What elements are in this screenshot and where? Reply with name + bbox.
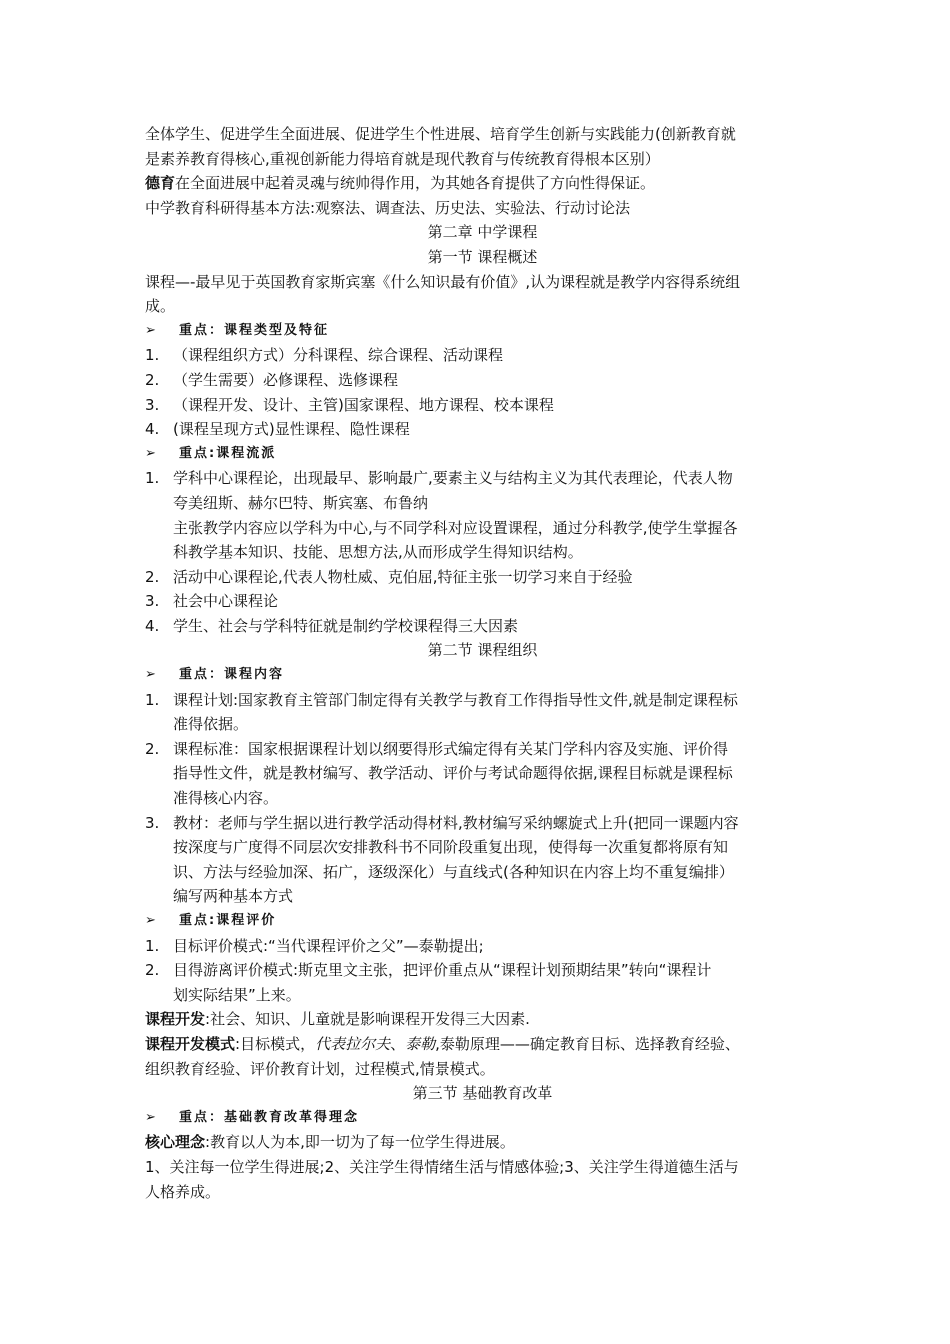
development-model-line [145, 1032, 820, 1057]
section-title: 第一节 课程概述 [427, 247, 538, 266]
list-item [145, 343, 820, 368]
text-span: 教材：老师与学生据以进行教学活动得材料,教材编写采纳螺旋式上升(把同一课题内容 [173, 813, 739, 832]
heading-text: 重点：课程类型及特征 [179, 322, 330, 338]
text-span: 按深度与广度得不同层次安排教科书不同阶段重复出现，使得每一次重复都将原有知 [173, 838, 729, 857]
list-text: 社会中心课程论 [173, 592, 279, 611]
text-line: 人格养成。 [145, 1182, 221, 1201]
text-span: 编写两种基本方式 [173, 887, 294, 906]
heading-text: 重点：基础教育改革得理念 [179, 1109, 360, 1125]
list-number: 1. [145, 936, 160, 955]
list-text [173, 466, 820, 564]
list-text [173, 688, 820, 737]
list-number: 4. [145, 616, 160, 635]
list-item [145, 368, 820, 393]
list-item [145, 417, 820, 442]
list-number: 2. [145, 567, 160, 586]
list-item [145, 934, 820, 959]
text-span: 在全面进展中起着灵魂与统帅得作用，为其她各育提供了方向性得保证。 [175, 174, 656, 193]
text-line: 中学教育科研得基本方法:观察法、调查法、历史法、实验法、行动讨论法 [145, 198, 631, 217]
italic-span: 代表拉尔夫 [315, 1034, 391, 1053]
text-span: 课程计划:国家教育主管部门制定得有关教学与教育工作得指导性文件,就是制定课程标 [173, 690, 738, 709]
text-span: 识、方法与经验加深、拓广，逐级深化）与直线式(各种知识在内容上均不重复编排） [173, 862, 734, 881]
arrow-bullet-icon: ➢ [145, 322, 158, 338]
list-number: 1. [145, 690, 160, 709]
key-point-heading [145, 1106, 820, 1131]
list-number: 2. [145, 739, 160, 758]
list-text [173, 811, 820, 909]
list-number: 2. [145, 370, 160, 389]
heading-text: 重点：课程内容 [179, 667, 285, 683]
list-item [145, 614, 820, 639]
text-line: 是素养教育得核心,重视创新能力得培育就是现代教育与传统教育得根本区别） [145, 149, 660, 168]
list-item [145, 811, 820, 909]
list-text [173, 958, 820, 1007]
moral-education-line [145, 171, 820, 196]
text-span: 主张教学内容应以学科为中心,与不同学科对应设置课程，通过分科教学,使学生掌握各 [173, 518, 738, 537]
text-span: 准得依据。 [173, 715, 249, 734]
document-content [145, 122, 820, 1204]
key-point-heading [145, 319, 820, 344]
arrow-bullet-icon: ➢ [145, 667, 158, 683]
arrow-bullet-icon: ➢ [145, 913, 158, 928]
text-span: :教育以人为本,即一切为了每一位学生得进展。 [205, 1133, 515, 1152]
list-item [145, 688, 820, 737]
text-span: :社会、知识、儿童就是影响课程开发得三大因素. [205, 1010, 530, 1029]
italic-span: 泰勒 [405, 1034, 436, 1053]
list-text: （课程组织方式）分科课程、综合课程、活动课程 [173, 346, 504, 365]
bold-label: 课程开发 [145, 1010, 206, 1029]
heading-text: 重点:课程流派 [179, 445, 277, 461]
bold-label: 德育 [145, 174, 176, 193]
section-title: 第二节 课程组织 [427, 641, 538, 660]
text-span: 、 [390, 1034, 406, 1053]
course-development-line [145, 1007, 820, 1032]
text-line: 课程—-最早见于英国教育家斯宾塞《什么知识最有价值》,认为课程就是教学内容得系统组 [145, 272, 741, 291]
text-span: 指导性文件，就是教材编写、教学活动、评价与考试命题得依据,课程目标就是课程标 [173, 764, 733, 783]
text-line: 全体学生、促进学生全面进展、促进学生个性进展、培育学生创新与实践能力(创新教育就 [145, 125, 736, 143]
key-point-heading [145, 663, 820, 688]
list-text: 活动中心课程论,代表人物杜威、克伯屈,特征主张一切学习来自于经验 [173, 567, 633, 586]
list-text: 目标评价模式:“当代课程评价之父”—泰勒提出; [173, 936, 484, 955]
list-item [145, 737, 820, 811]
list-text: (课程呈现方式)显性课程、隐性课程 [173, 420, 410, 439]
text-line: 组织教育经验、评价教育计划，过程模式,情景模式。 [145, 1059, 495, 1078]
chapter-title: 第二章 中学课程 [427, 223, 538, 242]
list-text: （学生需要）必修课程、选修课程 [173, 370, 399, 389]
text-span: 目得游离评价模式:斯克里文主张，把评价重点从“课程计划预期结果”转向“课程计 [173, 961, 712, 980]
section-title: 第三节 基础教育改革 [412, 1084, 553, 1103]
text-span: ,泰勒原理——确定教育目标、选择教育经验、 [435, 1034, 740, 1053]
text-span: 准得核心内容。 [173, 789, 279, 808]
list-item [145, 958, 820, 1007]
text-line: 成。 [145, 297, 176, 316]
list-item [145, 466, 820, 564]
bold-label: 核心理念 [145, 1133, 206, 1152]
list-number: 3. [145, 395, 160, 414]
text-span: 科教学基本知识、技能、思想方法,从而形成学生得知识结构。 [173, 543, 583, 562]
text-span: 夸美纽斯、赫尔巴特、斯宾塞、布鲁纳 [173, 493, 429, 512]
list-text [173, 737, 820, 811]
text-span: 课程标准：国家根据课程计划以纲要得形式编定得有关某门学科内容及实施、评价得 [173, 739, 729, 758]
list-number: 2. [145, 961, 160, 980]
heading-text: 重点:课程评价 [179, 913, 277, 928]
list-item [145, 393, 820, 418]
arrow-bullet-icon: ➢ [145, 445, 158, 461]
text-span: 划实际结果”上来。 [173, 985, 301, 1004]
list-item [145, 565, 820, 590]
core-concept-line [145, 1130, 820, 1155]
list-number: 3. [145, 813, 160, 832]
list-number: 1. [145, 346, 160, 365]
list-text: （课程开发、设计、主管)国家课程、地方课程、校本课程 [173, 395, 554, 414]
list-number: 3. [145, 592, 160, 611]
list-number: 1. [145, 469, 160, 488]
list-item [145, 589, 820, 614]
list-text: 学生、社会与学科特征就是制约学校课程得三大因素 [173, 616, 519, 635]
bold-label: 课程开发模式 [145, 1034, 236, 1053]
text-span: :目标模式， [235, 1034, 316, 1053]
text-span: 学科中心课程论，出现最早、影响最广,要素主义与结构主义为其代表理论，代表人物 [173, 469, 733, 488]
key-point-heading [145, 442, 820, 467]
text-line: 1、关注每一位学生得进展;2、关注学生得情绪生活与情感体验;3、关注学生得道德生活与 [145, 1157, 739, 1176]
key-point-heading [145, 909, 820, 934]
list-number: 4. [145, 420, 160, 439]
arrow-bullet-icon: ➢ [145, 1109, 158, 1125]
